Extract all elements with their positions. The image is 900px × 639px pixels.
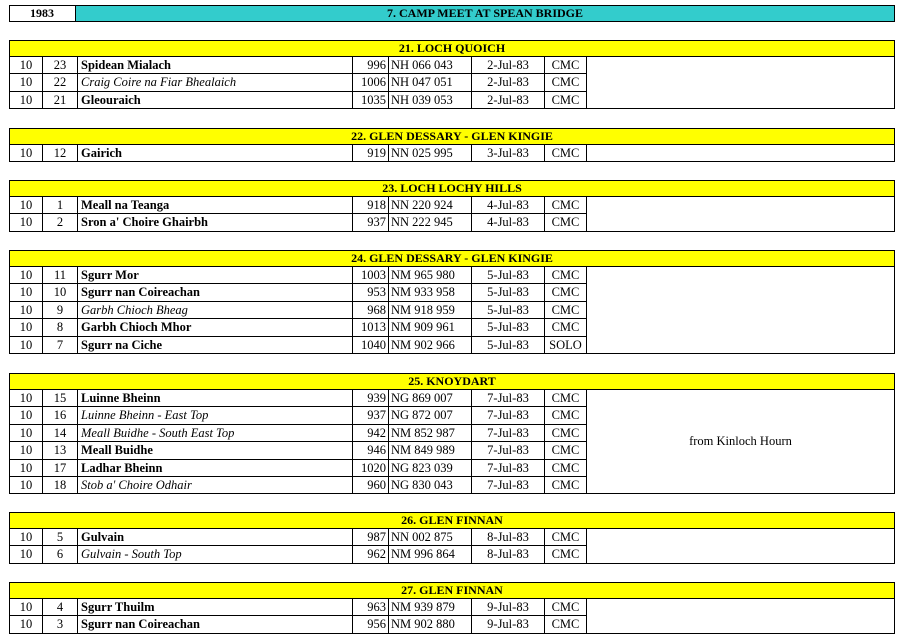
hill-name-cell: Meall na Teanga xyxy=(78,197,353,214)
date-cell: 7-Jul-83 xyxy=(472,407,545,424)
region-number-cell: 10 xyxy=(9,390,43,407)
grid-ref-cell: NM 965 980 xyxy=(389,267,472,284)
date-cell: 5-Jul-83 xyxy=(472,267,545,284)
date-cell: 2-Jul-83 xyxy=(472,74,545,91)
height-cell: 1035 xyxy=(353,92,389,109)
year-cell: 1983 xyxy=(9,5,75,22)
height-cell: 1040 xyxy=(353,337,389,354)
hill-number-cell: 18 xyxy=(43,477,78,494)
region-number-cell: 10 xyxy=(9,319,43,336)
region-number-cell: 10 xyxy=(9,616,43,633)
hill-name-cell: Sgurr Thuilm xyxy=(78,599,353,616)
section-table xyxy=(9,512,895,564)
party-cell: CMC xyxy=(545,390,587,407)
region-number-cell: 10 xyxy=(9,599,43,616)
grid-ref-cell: NM 933 958 xyxy=(389,284,472,301)
grid-ref-cell: NN 220 924 xyxy=(389,197,472,214)
height-cell: 996 xyxy=(353,57,389,74)
hill-name-cell: Luinne Bheinn xyxy=(78,390,353,407)
grid-ref-cell: NN 025 995 xyxy=(389,145,472,162)
section-table xyxy=(9,250,895,354)
grid-ref-cell: NN 222 945 xyxy=(389,214,472,231)
height-cell: 956 xyxy=(353,616,389,633)
region-number-cell: 10 xyxy=(9,337,43,354)
party-cell: CMC xyxy=(545,302,587,319)
region-number-cell: 10 xyxy=(9,145,43,162)
height-cell: 942 xyxy=(353,425,389,442)
grid-ref-cell: NH 047 051 xyxy=(389,74,472,91)
region-number-cell: 10 xyxy=(9,529,43,546)
date-cell: 5-Jul-83 xyxy=(472,319,545,336)
hill-number-cell: 2 xyxy=(43,214,78,231)
hill-name-cell: Gulvain - South Top xyxy=(78,546,353,563)
hill-name-cell: Sron a' Choire Ghairbh xyxy=(78,214,353,231)
section-body xyxy=(9,529,895,564)
height-cell: 937 xyxy=(353,214,389,231)
hill-number-cell: 9 xyxy=(43,302,78,319)
hill-name-cell: Ladhar Bheinn xyxy=(78,460,353,477)
party-cell: CMC xyxy=(545,57,587,74)
grid-ref-cell: NG 869 007 xyxy=(389,390,472,407)
date-cell: 7-Jul-83 xyxy=(472,460,545,477)
region-number-cell: 10 xyxy=(9,197,43,214)
section-table xyxy=(9,582,895,634)
hill-name-cell: Garbh Chioch Bheag xyxy=(78,302,353,319)
grid-ref-cell: NG 823 039 xyxy=(389,460,472,477)
hill-name-cell: Spidean Mialach xyxy=(78,57,353,74)
region-number-cell: 10 xyxy=(9,74,43,91)
date-cell: 5-Jul-83 xyxy=(472,302,545,319)
party-cell: CMC xyxy=(545,616,587,633)
section-table xyxy=(9,128,895,162)
section-title: 26. GLEN FINNAN xyxy=(9,512,895,529)
section-body xyxy=(9,197,895,232)
height-cell: 939 xyxy=(353,390,389,407)
party-cell: SOLO xyxy=(545,337,587,354)
date-cell: 2-Jul-83 xyxy=(472,57,545,74)
date-cell: 7-Jul-83 xyxy=(472,477,545,494)
party-cell: CMC xyxy=(545,477,587,494)
date-cell: 4-Jul-83 xyxy=(472,214,545,231)
height-cell: 1003 xyxy=(353,267,389,284)
height-cell: 1020 xyxy=(353,460,389,477)
region-number-cell: 10 xyxy=(9,57,43,74)
hill-number-cell: 11 xyxy=(43,267,78,284)
section-body xyxy=(9,390,895,494)
hill-number-cell: 6 xyxy=(43,546,78,563)
section-body xyxy=(9,57,895,109)
grid-ref-cell: NH 066 043 xyxy=(389,57,472,74)
hill-number-cell: 8 xyxy=(43,319,78,336)
party-cell: CMC xyxy=(545,425,587,442)
region-number-cell: 10 xyxy=(9,460,43,477)
notes-cell xyxy=(587,145,895,162)
party-cell: CMC xyxy=(545,197,587,214)
date-cell: 3-Jul-83 xyxy=(472,145,545,162)
party-cell: CMC xyxy=(545,145,587,162)
hill-name-cell: Sgurr nan Coireachan xyxy=(78,616,353,633)
grid-ref-cell: NH 039 053 xyxy=(389,92,472,109)
party-cell: CMC xyxy=(545,284,587,301)
trip-title: 7. CAMP MEET AT SPEAN BRIDGE xyxy=(75,5,895,22)
section-table xyxy=(9,373,895,494)
region-number-cell: 10 xyxy=(9,92,43,109)
date-cell: 7-Jul-83 xyxy=(472,425,545,442)
hill-name-cell: Sgurr nan Coireachan xyxy=(78,284,353,301)
grid-ref-cell: NM 996 864 xyxy=(389,546,472,563)
hill-number-cell: 10 xyxy=(43,284,78,301)
section-table xyxy=(9,40,895,109)
notes-cell xyxy=(587,267,895,354)
section-table xyxy=(9,180,895,232)
section-title: 27. GLEN FINNAN xyxy=(9,582,895,599)
section-title: 22. GLEN DESSARY - GLEN KINGIE xyxy=(9,128,895,145)
party-cell: CMC xyxy=(545,546,587,563)
hill-name-cell: Craig Coire na Fiar Bhealaich xyxy=(78,74,353,91)
hill-name-cell: Sgurr Mor xyxy=(78,267,353,284)
date-cell: 9-Jul-83 xyxy=(472,599,545,616)
party-cell: CMC xyxy=(545,319,587,336)
grid-ref-cell: NM 852 987 xyxy=(389,425,472,442)
height-cell: 987 xyxy=(353,529,389,546)
hill-name-cell: Gairich xyxy=(78,145,353,162)
region-number-cell: 10 xyxy=(9,214,43,231)
height-cell: 937 xyxy=(353,407,389,424)
hill-number-cell: 1 xyxy=(43,197,78,214)
height-cell: 1013 xyxy=(353,319,389,336)
region-number-cell: 10 xyxy=(9,267,43,284)
region-number-cell: 10 xyxy=(9,302,43,319)
party-cell: CMC xyxy=(545,407,587,424)
hill-name-cell: Meall Buidhe - South East Top xyxy=(78,425,353,442)
grid-ref-cell: NM 939 879 xyxy=(389,599,472,616)
height-cell: 968 xyxy=(353,302,389,319)
section-title: 21. LOCH QUOICH xyxy=(9,40,895,57)
hill-number-cell: 5 xyxy=(43,529,78,546)
region-number-cell: 10 xyxy=(9,546,43,563)
date-cell: 8-Jul-83 xyxy=(472,529,545,546)
date-cell: 7-Jul-83 xyxy=(472,442,545,459)
section-body xyxy=(9,267,895,354)
height-cell: 918 xyxy=(353,197,389,214)
hill-name-cell: Gleouraich xyxy=(78,92,353,109)
height-cell: 953 xyxy=(353,284,389,301)
hill-number-cell: 4 xyxy=(43,599,78,616)
height-cell: 960 xyxy=(353,477,389,494)
grid-ref-cell: NN 002 875 xyxy=(389,529,472,546)
notes-cell xyxy=(587,599,895,634)
party-cell: CMC xyxy=(545,214,587,231)
region-number-cell: 10 xyxy=(9,407,43,424)
notes-cell xyxy=(587,529,895,564)
height-cell: 919 xyxy=(353,145,389,162)
hill-number-cell: 12 xyxy=(43,145,78,162)
date-cell: 5-Jul-83 xyxy=(472,284,545,301)
grid-ref-cell: NM 849 989 xyxy=(389,442,472,459)
hill-number-cell: 14 xyxy=(43,425,78,442)
region-number-cell: 10 xyxy=(9,425,43,442)
region-number-cell: 10 xyxy=(9,477,43,494)
party-cell: CMC xyxy=(545,74,587,91)
trip-header xyxy=(9,5,895,22)
party-cell: CMC xyxy=(545,460,587,477)
grid-ref-cell: NM 909 961 xyxy=(389,319,472,336)
hill-name-cell: Garbh Chioch Mhor xyxy=(78,319,353,336)
hill-number-cell: 21 xyxy=(43,92,78,109)
hill-name-cell: Meall Buidhe xyxy=(78,442,353,459)
hill-number-cell: 13 xyxy=(43,442,78,459)
date-cell: 8-Jul-83 xyxy=(472,546,545,563)
hill-name-cell: Gulvain xyxy=(78,529,353,546)
grid-ref-cell: NM 902 966 xyxy=(389,337,472,354)
grid-ref-cell: NG 872 007 xyxy=(389,407,472,424)
date-cell: 9-Jul-83 xyxy=(472,616,545,633)
party-cell: CMC xyxy=(545,599,587,616)
hill-number-cell: 16 xyxy=(43,407,78,424)
region-number-cell: 10 xyxy=(9,442,43,459)
section-title: 25. KNOYDART xyxy=(9,373,895,390)
date-cell: 2-Jul-83 xyxy=(472,92,545,109)
party-cell: CMC xyxy=(545,529,587,546)
section-title: 24. GLEN DESSARY - GLEN KINGIE xyxy=(9,250,895,267)
hill-number-cell: 17 xyxy=(43,460,78,477)
hill-number-cell: 15 xyxy=(43,390,78,407)
date-cell: 4-Jul-83 xyxy=(472,197,545,214)
height-cell: 946 xyxy=(353,442,389,459)
height-cell: 963 xyxy=(353,599,389,616)
grid-ref-cell: NM 918 959 xyxy=(389,302,472,319)
date-cell: 5-Jul-83 xyxy=(472,337,545,354)
party-cell: CMC xyxy=(545,92,587,109)
hill-name-cell: Stob a' Choire Odhair xyxy=(78,477,353,494)
height-cell: 1006 xyxy=(353,74,389,91)
grid-ref-cell: NM 902 880 xyxy=(389,616,472,633)
section-title: 23. LOCH LOCHY HILLS xyxy=(9,180,895,197)
notes-cell xyxy=(587,57,895,109)
notes-cell xyxy=(587,197,895,232)
hill-name-cell: Sgurr na Ciche xyxy=(78,337,353,354)
date-cell: 7-Jul-83 xyxy=(472,390,545,407)
party-cell: CMC xyxy=(545,442,587,459)
height-cell: 962 xyxy=(353,546,389,563)
party-cell: CMC xyxy=(545,267,587,284)
hill-number-cell: 7 xyxy=(43,337,78,354)
hill-name-cell: Luinne Bheinn - East Top xyxy=(78,407,353,424)
section-body xyxy=(9,599,895,634)
notes-cell: from Kinloch Hourn xyxy=(587,390,895,494)
section-body xyxy=(9,145,895,162)
region-number-cell: 10 xyxy=(9,284,43,301)
hill-number-cell: 3 xyxy=(43,616,78,633)
grid-ref-cell: NG 830 043 xyxy=(389,477,472,494)
hill-number-cell: 22 xyxy=(43,74,78,91)
hill-number-cell: 23 xyxy=(43,57,78,74)
